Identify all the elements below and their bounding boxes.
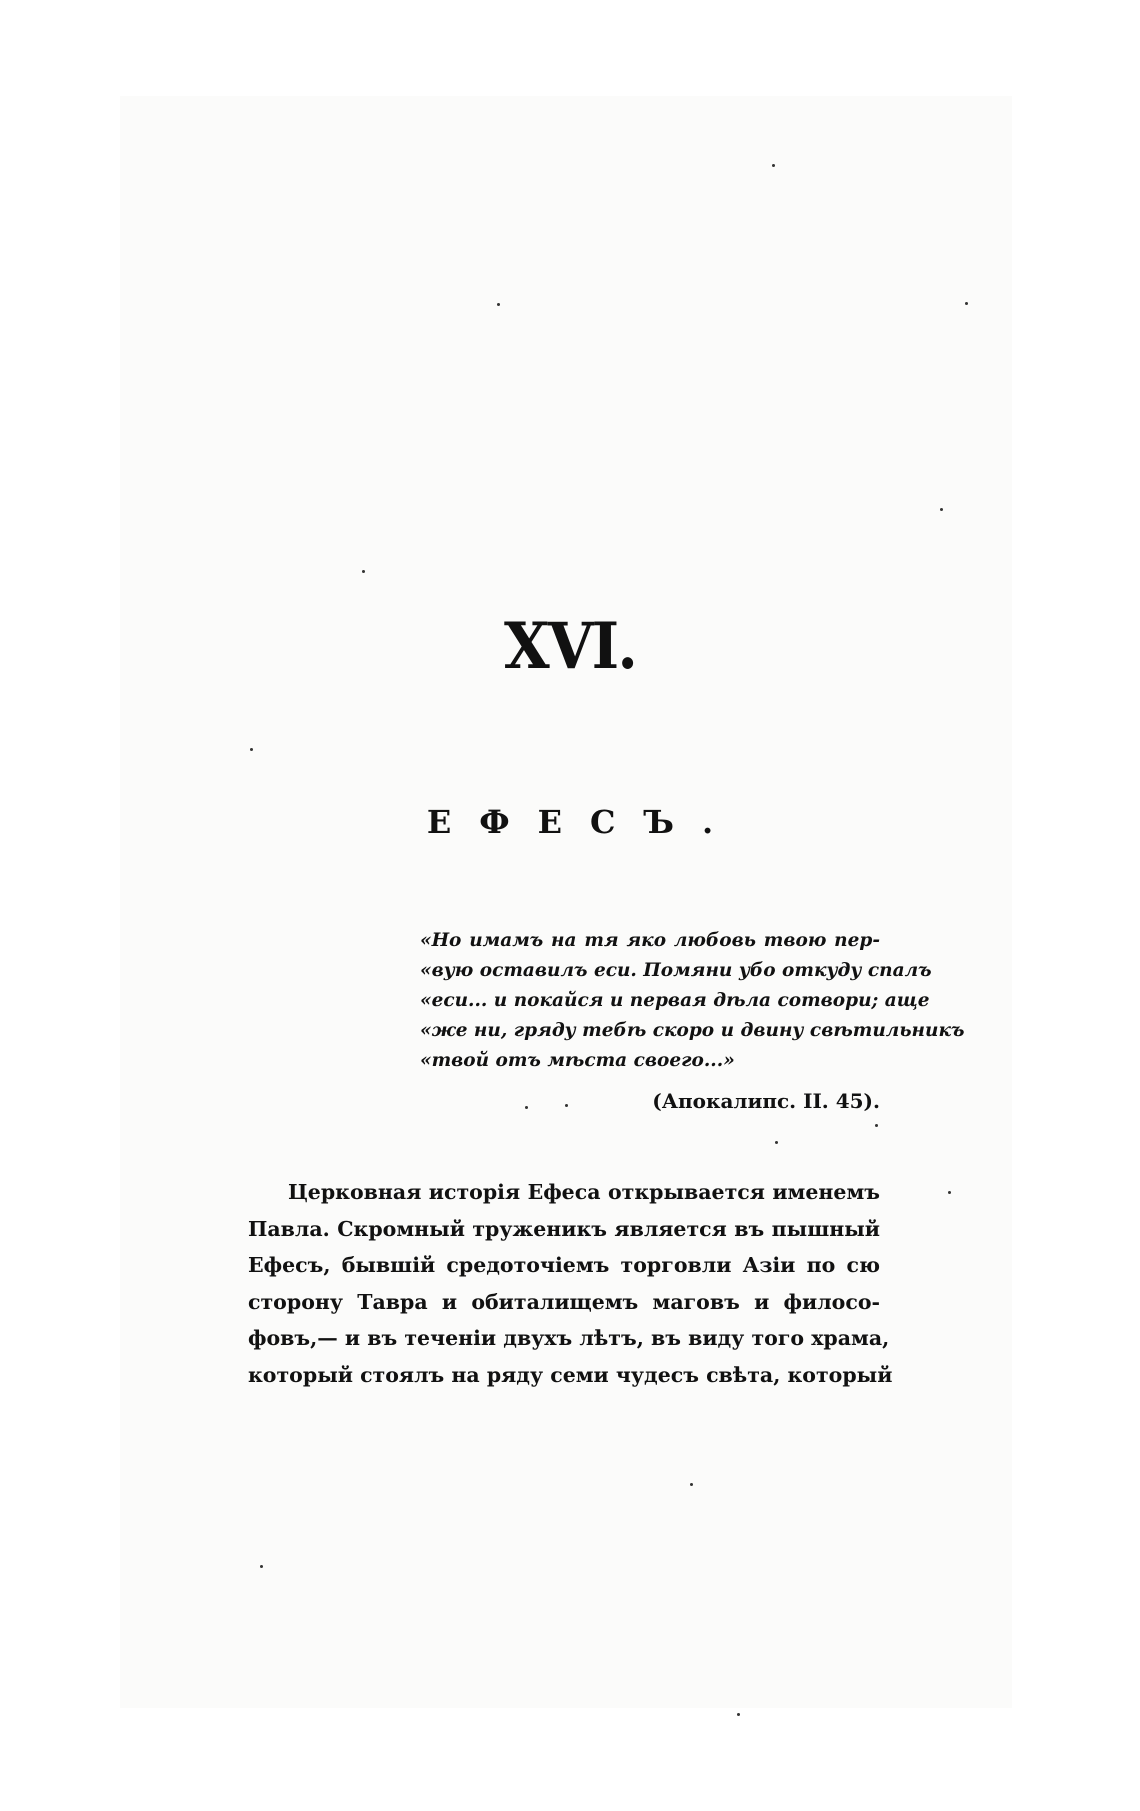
epigraph-line: «еси... и покайся и первая дѣла сотвори; аще — [420, 990, 930, 1011]
scan-speck — [362, 570, 365, 573]
body-line: Ефесъ, бывшій средоточіемъ торговли Азіи по сю — [248, 1253, 880, 1277]
scan-speck — [940, 508, 943, 511]
body-line: фовъ,— и въ теченіи двухъ лѣтъ, въ виду того храма, — [248, 1326, 890, 1350]
page-background — [120, 96, 1012, 1708]
epigraph-line: «Но имамъ на тя яко любовь твою пер- — [420, 930, 880, 951]
scan-speck — [690, 1483, 693, 1486]
body-line: Павла. Скромный труженикъ является въ пышный — [248, 1216, 880, 1241]
scan-speck — [875, 1124, 878, 1127]
scan-speck — [565, 1104, 568, 1107]
body-paragraph — [248, 1174, 893, 1393]
scan-speck — [737, 1713, 740, 1716]
scan-speck — [948, 1191, 951, 1194]
scan-speck — [497, 303, 500, 306]
body-line: сторону Тавра и обиталищемъ маговъ и филосо- — [248, 1289, 880, 1314]
scan-speck — [772, 164, 775, 167]
scan-speck — [250, 748, 253, 751]
epigraph-line: «вую оставилъ еси. Помяни убо откуду спалъ — [420, 960, 932, 981]
epigraph-line: «твой отъ мѣста своего...» — [420, 1050, 735, 1071]
epigraph-citation: (Апокалипс. II. 45). — [652, 1089, 880, 1113]
body-line: который стоялъ на ряду семи чудесъ свѣта, который — [248, 1362, 893, 1387]
scan-speck — [775, 1141, 778, 1144]
epigraph — [420, 926, 965, 1076]
body-line: Церковная исторія Ефеса открывается именемъ — [288, 1180, 880, 1204]
epigraph-line: «же ни, гряду тебѣ скоро и двину свѣтильникъ — [420, 1020, 965, 1041]
scan-speck — [525, 1106, 528, 1109]
chapter-number: XVI. — [503, 609, 637, 684]
chapter-title: ЕФЕСЪ. — [426, 803, 742, 841]
scan-speck — [965, 302, 968, 305]
scan-speck — [260, 1565, 263, 1568]
